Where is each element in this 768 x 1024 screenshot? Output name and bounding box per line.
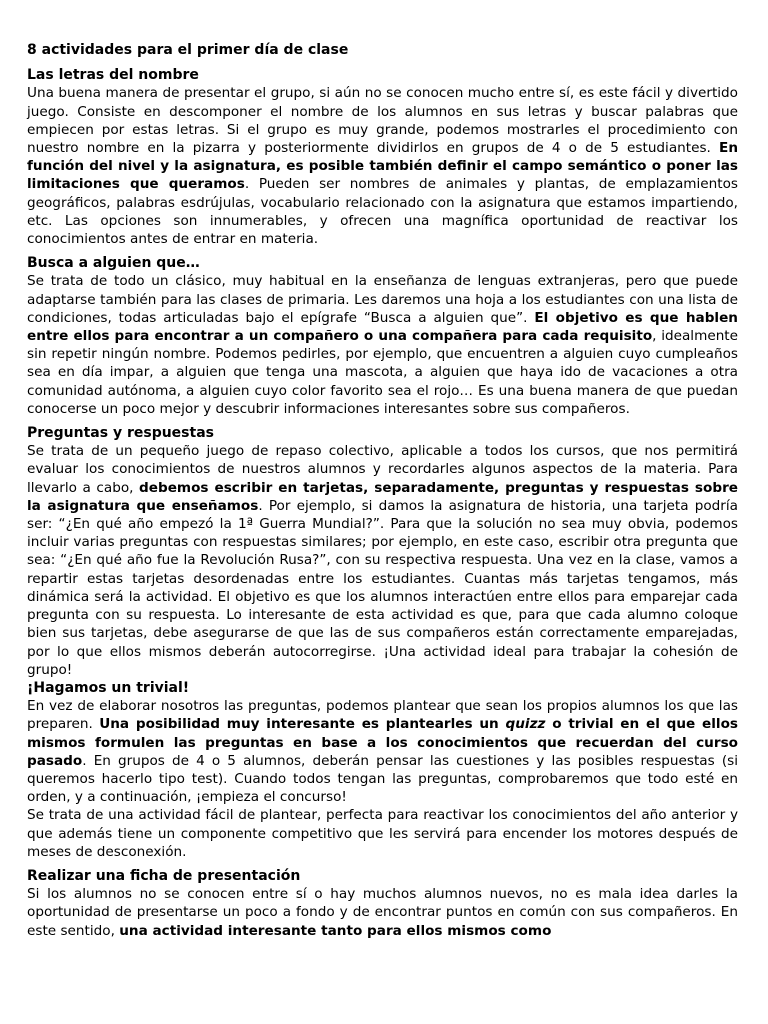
bold-text: quizz (505, 716, 546, 733)
section-heading: Busca a alguien que… (27, 255, 200, 272)
bold-text: El objetivo es que hablen entre ellos para encontrar a un compañero o una compañera para cada requisito (27, 309, 738, 345)
section (27, 679, 738, 861)
body-text: Una buena manera de presentar el grupo, si aún no se conocen mucho entre sí, es este fácil y divertido juego. Consiste en descomponer el nombre de los alumnos en sus letras y buscar palabras que empiecen por estas letras. Si el grupo es muy grande, podemos mostrarles el procedimiento con nuestro nombre en la pizarra y posteriormente dividirlos en grupos de 4 o de 5 estudiantes. (27, 85, 738, 157)
bold-text: Una posibilidad muy interesante es plantearles un (99, 716, 506, 733)
body-text: . Pueden ser nombres de animales y plantas, de emplazamientos geográficos, palabras esdrújulas, vocabulario relacionado con la asignatura que estamos impartiendo, etc. Las opciones son innumerables, y ofrecen una magnífica oportunidad de reactivar los conocimientos antes de entrar en materia. (27, 176, 738, 248)
bold-text: En función del nivel y la asignatura, es posible también definir el campo semántico o poner las limitaciones que queramos (27, 140, 738, 193)
bold-text: una actividad interesante tanto para ellos mismos como (119, 922, 552, 939)
section-heading: Las letras del nombre (27, 67, 199, 84)
section-paragraph (27, 272, 738, 418)
bold-text: o trivial en el que ellos mismos formulen las preguntas en base a los conocimientos que recuerdan del curso pasado (27, 716, 739, 769)
bold-text: debemos escribir en tarjetas, separadamente, preguntas y respuestas sobre la asignatura que enseñamos (27, 479, 738, 514)
body-text: Se trata de una actividad fácil de plantear, perfecta para reactivar los conocimientos del año anterior y que además tiene un componente competitivo que les servirá para encender los motores después de meses de desconexión. (27, 807, 738, 860)
section-paragraph (27, 84, 738, 248)
section (27, 424, 738, 679)
section (27, 66, 738, 248)
document-body (27, 66, 738, 940)
body-text: . Por ejemplo, si damos la asignatura de historia, una tarjeta podría ser: “¿En qué año empezó la 1ª Guerra Mundial?”. Para que la solución no sea muy obvia, podemos incluir varias preguntas con respuestas similares; por ejemplo, en este caso, escribir otra pregunta que sea: “¿En qué año fue la Revolución Rusa?”, con su respectiva respuesta. Una vez en la clase, vamos a repartir estas tarjetas desordenadas entre los estudiantes. Cuantas más tarjetas tengamos, más dinámica será la actividad. El objetivo es que los alumnos interactúen entre ellos para emparejar cada pregunta con su respuesta. Lo interesante de esta actividad es que, para que cada alumno coloque bien sus tarjetas, debe asegurarse de que las de sus compañeros están correctamente emparejadas, por lo que ellos mismos deberán autocorregirse. ¡Una actividad ideal para trabajar la cohesión de grupo! (27, 497, 738, 678)
section-paragraph (27, 697, 738, 806)
document-page (27, 41, 738, 946)
section-heading: Preguntas y respuestas (27, 425, 214, 442)
section (27, 254, 738, 418)
body-text: Si los alumnos no se conocen entre sí o hay muchos alumnos nuevos, no es mala idea darles la oportunidad de presentarse un poco a fondo y de encontrar puntos en común con sus compañeros. En este sentido, (27, 886, 738, 939)
section (27, 867, 738, 940)
body-text: , idealmente sin repetir ningún nombre. Podemos pedirles, por ejemplo, que encuentren a alguien cuyo cumpleaños sea en día impar, a alguien que tenga una mascota, a alguien que haya ido de vacaciones a otra comunidad autónoma, a alguien cuyo color favorito sea el rojo… Es una buena manera de que puedan conocerse un poco mejor y descubrir informaciones interesantes sobre sus compañeros. (27, 328, 738, 417)
section-paragraph (27, 442, 738, 679)
section-paragraph (27, 885, 738, 940)
body-text: Se trata de un pequeño juego de repaso colectivo, aplicable a todos los cursos, que nos permitirá evaluar los conocimientos de nuestros alumnos y recordarles algunos aspectos de la materia. Para llevarlo a cabo, (27, 443, 738, 496)
body-text: Se trata de todo un clásico, muy habitual en la enseñanza de lenguas extranjeras, pero que puede adaptarse también para las clases de primaria. Les daremos una hoja a los estudiantes con una lista de condiciones, todas articuladas bajo el epígrafe “Busca a alguien que”. (27, 273, 738, 326)
document-title: 8 actividades para el primer día de clase (27, 42, 349, 58)
section-heading: Realizar una ficha de presentación (27, 867, 301, 884)
body-text: En vez de elaborar nosotros las preguntas, podemos plantear que sean los propios alumnos los que las preparen. (27, 698, 738, 733)
section-heading: ¡Hagamos un trivial! (27, 679, 190, 696)
body-text: . En grupos de 4 o 5 alumnos, deberán pensar las cuestiones y las posibles respuestas (si queremos hacerlo tipo test). Cuando todos tengan las preguntas, comprobaremos que todo esté en orden, y a continuación, ¡empieza el concurso! (27, 752, 738, 806)
section-paragraph (27, 806, 738, 861)
